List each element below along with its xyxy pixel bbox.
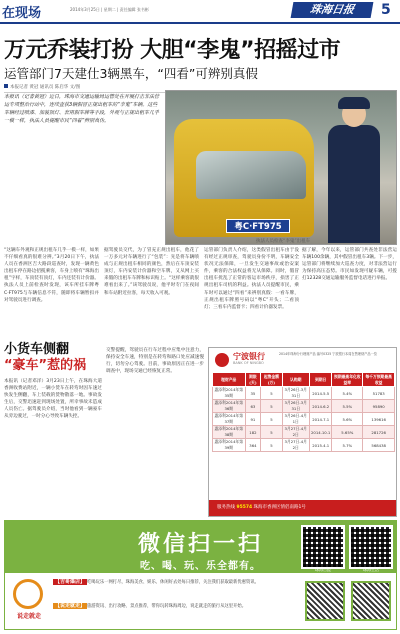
- article-photo: [165, 90, 397, 245]
- table-cell: 568438: [363, 439, 395, 452]
- table-cell: 5.5%: [332, 400, 363, 413]
- headline: 万元乔装打扮 大胆“李鬼”招摇过市: [4, 38, 341, 63]
- logo-ring-icon: [13, 579, 43, 609]
- table-cell: 惠添利2014年第37期: [214, 413, 244, 424]
- issue-meta: 2014年3月25日 | 星期二 | 责任编辑 张书彬: [70, 7, 149, 12]
- wechat-slogan: 吃、喝、玩、乐全都有。: [140, 561, 261, 572]
- officer-cap: [338, 97, 370, 109]
- side-title-line2: “豪车”惹的祸: [4, 358, 87, 373]
- bank-ad: [208, 347, 397, 517]
- qr-code-icon[interactable]: [351, 581, 391, 621]
- wechat-title: 微信扫一扫: [137, 532, 263, 557]
- table-cell: 5: [261, 439, 282, 452]
- table-cell: 惠添利2014年第35期: [214, 387, 244, 398]
- wechat-banner-top: [5, 521, 396, 573]
- table-header: 到期日: [310, 373, 332, 387]
- license-plate: 粤C·FT975: [226, 219, 290, 233]
- promo-text: 吃喝玩乐一网打尽，珠海美食、娱乐、休闲好去处每日推荐，关注我们获取最新优惠资讯。: [87, 580, 259, 585]
- product-table: [212, 372, 395, 452]
- qr-code-icon[interactable]: [305, 581, 345, 621]
- table-header: 起售金额(万): [261, 373, 282, 387]
- bank-subtitle: 2014年珠海分行理财产品 编号0325 宁波银行本周在售理财产品一览: [279, 352, 377, 356]
- officer-figure: [326, 101, 382, 243]
- table-row: [213, 400, 395, 413]
- officer-body: [328, 125, 380, 243]
- table-cell: 5: [261, 400, 282, 413]
- table-row: [213, 387, 395, 400]
- table-cell: 2014.10.1: [310, 426, 332, 439]
- table-body: [213, 387, 395, 452]
- side-story-title: [4, 342, 86, 374]
- bank-logo: [215, 351, 275, 371]
- qr-caption: 珠海日报: [315, 567, 331, 572]
- windshield: [196, 151, 306, 199]
- table-cell: 3月26日-3月31日: [282, 387, 309, 400]
- table-cell: 3月27日-4月2日: [282, 426, 309, 439]
- page-number: 5: [381, 2, 391, 18]
- table-cell: 3月26日-4月1日: [282, 413, 309, 426]
- table-header: 认购期: [282, 373, 309, 387]
- table-header: 期限(天): [245, 373, 261, 387]
- page-header: [0, 0, 400, 24]
- table-cell: 95890: [363, 400, 395, 413]
- table-header-row: [213, 373, 395, 387]
- hotline-label: 服务热线: [217, 505, 235, 510]
- promo-tag: 【说走就走】: [55, 603, 86, 609]
- table-cell: 2014.6.2: [310, 400, 332, 413]
- table-cell: 182: [245, 426, 261, 439]
- table-cell: 5.7%: [332, 439, 363, 452]
- bank-logo-icon: [215, 353, 229, 367]
- table-cell: 51783: [363, 387, 395, 400]
- side-story-column-1: 本报讯（记者邓洋）3月23日上午，在珠海大道香洲收费站附近，一辆小货车在转弯时因车速过快发生侧翻，车上装载的货物散落一地。事故发生后，交警迅速赶到现场处置，所幸事故未造成人员伤亡。据驾驶员介绍，当时他看到一辆豪车从旁边驶过，一时分心导致车辆失控。: [4, 379, 102, 420]
- table-cell: 5: [261, 387, 282, 400]
- table-cell: 惠添利2014年第39期: [214, 439, 244, 450]
- table-cell: 35: [245, 387, 261, 400]
- table-cell: 5.6%: [332, 413, 363, 426]
- promo-tag: 【吉哥爆店】: [55, 579, 86, 585]
- table-cell: 5: [261, 426, 282, 439]
- promo-item-1: [53, 579, 298, 587]
- promo-text: 旅游资讯、出行攻略、景点推荐，带你玩转珠海周边，说走就走的旅行从这里开始。: [87, 604, 246, 609]
- table-cell: 3月26日-3月31日: [282, 400, 309, 413]
- article-column-3: 运管部门负责人介绍，这类假冒出租车由于没有经过正规审查，驾驶员身份不明，车辆安全状况无法保障，一旦发生交通事故或治安案件，乘客的合法权益将无从保障。同时，假冒出租车扰乱了正常的客运市场秩序，损害了正规出租车司机的利益。执法人员提醒市民，乘车时可以通过“四看”来辨别真假：一看车牌，正规出租车牌照号码以“粤C”开头；二看顶灯；三看车内监督卡；四看计价器发票。: [204, 248, 299, 310]
- qr-code-icon[interactable]: [349, 525, 393, 569]
- table-cell: 2014.7.1: [310, 413, 332, 426]
- side-title-line1: 小货车侧翻: [4, 342, 70, 357]
- table-header: 每千万预期最高收益: [363, 373, 395, 387]
- subheadline: 运管部门7天建仕3辆黑车，“四看”可辨别真假: [4, 66, 258, 81]
- bullet-icon: [4, 84, 8, 88]
- qr-code-icon[interactable]: [301, 525, 345, 569]
- table-cell: 139616: [363, 413, 395, 426]
- byline-text: 本报记者 黄冠 通讯员 陈启华 文/图: [10, 85, 81, 90]
- table-header: 理财产品: [213, 373, 246, 387]
- bank-name: 宁波银行: [233, 352, 265, 361]
- table-cell: 5.65%: [332, 426, 363, 439]
- table-cell: 5.4%: [332, 387, 363, 400]
- table-row: [213, 426, 395, 439]
- wechat-banner: [4, 520, 397, 630]
- article-column-2: 据驾驶员交代，为了冒充正规出租车，他花了一万多元对车辆进行了“包装”：先是将车辆喷成与正规出租车相同的颜色，然后在车顶安装顶灯，车内安装计价器和空车牌，又从网上买来假的出租车车牌和标识贴上。“这样乘客就很难看出来了。”该驾驶员说，他平时专门在夜间和车站附近拉客，每天收入可观。: [104, 248, 199, 296]
- table-cell: 91: [245, 413, 261, 426]
- taxi-car: [174, 119, 314, 237]
- table-cell: 2015.4.1: [310, 439, 332, 452]
- table-cell: 惠添利2014年第38期: [214, 426, 244, 437]
- hotline-number: 95574: [236, 505, 253, 510]
- qr-caption: 珠海生活: [363, 567, 379, 572]
- side-story-column-2: 交警提醒，驾驶员在行车过程中应集中注意力，保持安全车速，特别是在转弯和路口处应减速慢行，切勿分心驾驶。目前，事故原因正在进一步调查中，现场交通已经恢复正常。: [106, 348, 204, 375]
- article-column-4: 据了解，今年以来，运管部门共查处非法营运车辆100余辆，其中假冒出租车3辆。下一步，运管部门将继续加大巡查力度，对非法营运行为保持高压态势。市民如发现可疑车辆，可拨打12328交通运输服务监督电话进行举报。: [302, 248, 397, 282]
- table-cell: 364: [245, 439, 261, 452]
- logo-text: 说走就走: [16, 613, 41, 620]
- table-cell: 5: [261, 413, 282, 426]
- bank-address: 珠海市香洲区情侣南路1号: [252, 505, 306, 510]
- photo-caption: 执法人员检查“李鬼”出租车: [256, 239, 311, 244]
- article-lede: 本报讯（记者黄冠）近日，珠海市交通运输局运管处在开展打击非法营运专项整治行动中，连续查获3辆假冒正规出租车的“李鬼”车辆。这些车辆经过喷漆、加装顶灯、套用假车牌等手段，外观与正规出租车几乎一模一样，执法人员提醒市民“四看”辨别真伪。: [4, 94, 160, 124]
- bank-footer: [209, 500, 396, 516]
- travel-logo: [9, 577, 49, 625]
- table-header: 预期最高年化收益率: [332, 373, 363, 387]
- table-cell: 3月27日-4月2日: [282, 439, 309, 452]
- table-cell: 281726: [363, 426, 395, 439]
- bank-name-en: BANK OF NINGBO: [233, 361, 264, 365]
- table-cell: 惠添利2014年第36期: [214, 400, 244, 411]
- table-cell: 2014.5.5: [310, 387, 332, 400]
- promo-item-2: [53, 603, 298, 611]
- newspaper-logo: 珠海日报: [291, 2, 374, 18]
- table-row: [213, 413, 395, 426]
- article-column-1: “这辆车外观和正规出租车几乎一模一样，如果不仔细看真的很难分辨。”3月20日下午，执法人员在香洲区吉大路段巡查时，发现一辆黄色出租车停在路边招揽乘客，车身上喷有“珠海出租”字样，车顶装有顶灯，车内还装有计价器。执法人员上前检查时发现，该车所挂车牌粤C·FT975与车辆信息不符，随即将车辆暂扣并对驾驶员进行调查。: [4, 248, 99, 303]
- table-row: [213, 439, 395, 452]
- table-cell: 63: [245, 400, 261, 413]
- section-label: 在现场: [2, 6, 42, 21]
